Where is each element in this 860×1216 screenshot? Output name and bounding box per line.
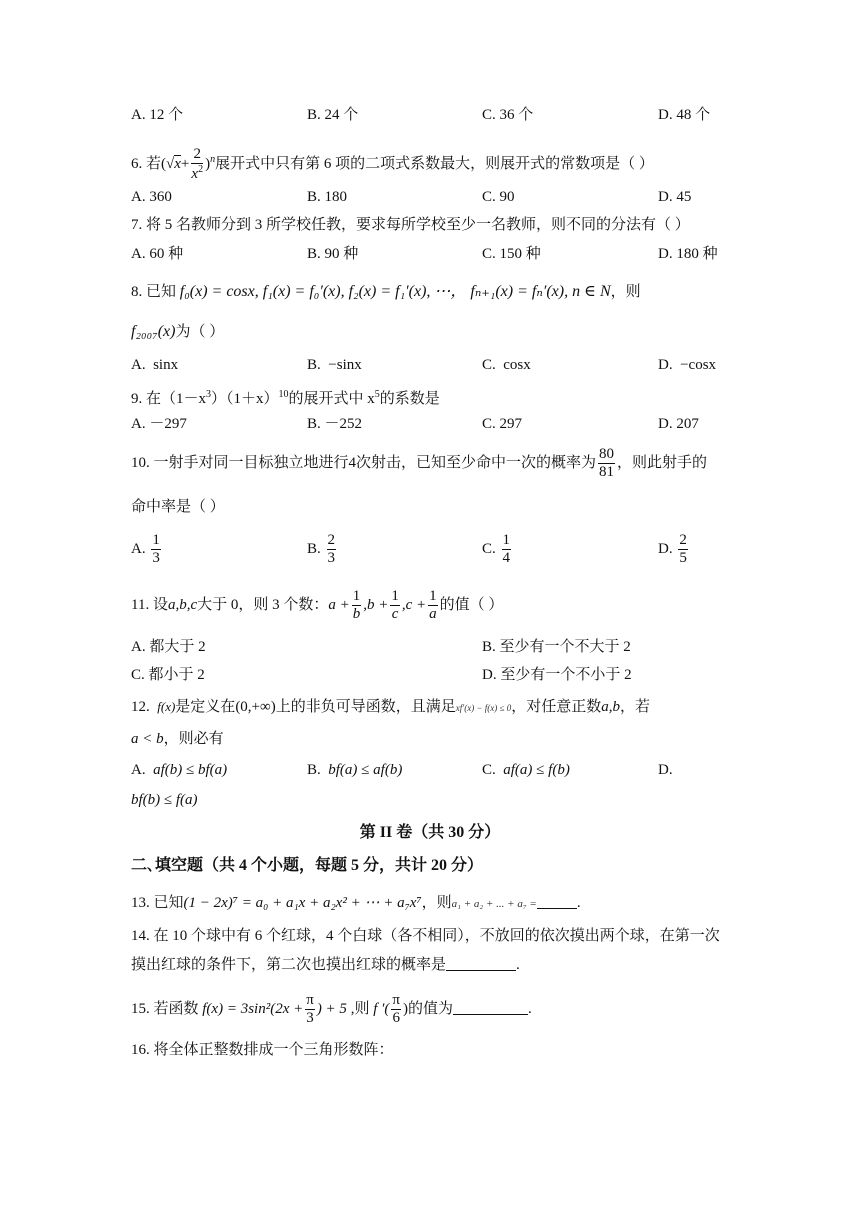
q9-option-d: D. 207 xyxy=(658,416,699,432)
q8-option-d: D. −cosx xyxy=(658,357,717,373)
q14-question-line1: 14. 在 10 个球中有 6 个红球，4 个白球（各不相同），不放回的依次摸出两个球，在第一次 xyxy=(131,928,720,944)
q5-option-a: A. 12 个 xyxy=(131,107,184,123)
q11-option-b: B. 至少有一个不大于 2 xyxy=(482,639,631,655)
q8-question-line1: 8. 已知 f₀(x) = cosx, f₁(x) = f₀′(x), f₂(x) = f₁′(x), ⋯， fₙ₊₁(x) = fₙ′(x), n ∈ N，则 xyxy=(131,283,641,300)
q12-option-a: A. af(b) ≤ bf(a) xyxy=(131,762,228,778)
q6-option-b: B. 180 xyxy=(307,189,348,205)
q5-option-b: B. 24 个 xyxy=(307,107,359,123)
q10-question-line1: 10. 一射手对同一目标独立地进行4次射击，已知至少命中一次的概率为 $\frac{80}{81}$ ，则此射手的 xyxy=(131,446,708,481)
q10-question-line2: 命中率是（ ） xyxy=(131,499,225,515)
q15-question: 15. 若函数 f(x) = 3sin²(2x + $\frac{\pi}{3}$ ) + 5 ,则 f ′( $\frac{\pi}{6}$ )的值为 . xyxy=(131,992,532,1027)
q6-fraction: $\frac{2}{x^2}$ xyxy=(191,146,204,183)
q10-option-b: B. $\frac{2}{3}$ xyxy=(307,532,336,567)
q9-question: 9. 在$(1-x^3)(1+x)^{10}$的展开式中 $x^5$的系数是 xyxy=(131,389,440,407)
q10-option-d: D. $\frac{2}{5}$ xyxy=(658,532,687,567)
q8-option-b: B. −sinx xyxy=(307,357,362,373)
q7-question: 7. 将 5 名教师分到 3 所学校任教，要求每所学校至少一名教师，则不同的分法有（ ） xyxy=(131,217,690,233)
q12-option-c: C. af(a) ≤ f(b) xyxy=(482,762,570,778)
q12-question-line2: a < b，则必有 xyxy=(131,731,224,747)
q10-option-a: A. $\frac{1}{3}$ xyxy=(131,532,160,567)
q12-option-d: bf(b) ≤ f(a) xyxy=(131,792,198,808)
q6-text: 展开式中只有第 6 项的二项式系数最大，则展开式的常数项是（ ） xyxy=(215,156,654,172)
q14-answer-blank xyxy=(446,956,516,971)
q8-option-c: C. cosx xyxy=(482,357,531,373)
q14-question-line2: 摸出红球的条件下，第二次也摸出红球的概率是 . xyxy=(131,957,520,973)
q11-question: 11. 设a,b,c大于 0，则 3 个数：a + $\frac{1}{b}$ ,b + $\frac{1}{c}$ ,c + $\frac{1}{a}$ 的值（ ） xyxy=(131,588,504,623)
q7-option-a: A. 60 种 xyxy=(131,246,184,262)
q9-option-c: C. 297 xyxy=(482,416,523,432)
q12-option-b: B. bf(a) ≤ af(b) xyxy=(307,762,403,778)
q12-option-d-label: D. xyxy=(658,762,673,778)
q7-option-c: C. 150 种 xyxy=(482,246,541,262)
q11-option-a: A. 都大于 2 xyxy=(131,639,206,655)
q6-option-c: C. 90 xyxy=(482,189,515,205)
q6-question: 6. 若(√x+ $\frac{2}{x^2}$ )$^n$展开式中只有第 6 项的二项式系数最大，则展开式的常数项是（ ） xyxy=(131,146,654,183)
q8-formula: f₀(x) = cosx, f₁(x) = f₀′(x), f₂(x) = f₁′(x), ⋯， fₙ₊₁(x) = fₙ′(x), n ∈ N xyxy=(179,283,611,300)
q12-question-line1: 12. f(x)是定义在(0,+∞)上的非负可导函数，且满足xf′(x) − f(x) ≤ 0，对任意正数a,b，若 xyxy=(131,699,650,715)
section-heading: 二､填空题（共 4 个小题，每题 5 分，共计 20 分） xyxy=(131,857,484,874)
q7-option-d: D. 180 种 xyxy=(658,246,718,262)
q6-number: 6. 若 xyxy=(131,156,162,172)
q6-option-d: D. 45 xyxy=(658,189,692,205)
q5-option-c: C. 36 个 xyxy=(482,107,534,123)
q7-option-b: B. 90 种 xyxy=(307,246,359,262)
q10-option-c: C. $\frac{1}{4}$ xyxy=(482,532,511,567)
q16-question: 16. 将全体正整数排成一个三角形数阵： xyxy=(131,1042,394,1058)
q6-option-a: A. 360 xyxy=(131,189,172,205)
q13-answer-blank xyxy=(537,894,577,909)
q15-answer-blank xyxy=(453,1000,528,1015)
q8-question-line2: f₂₀₀₇(x)为（ ） xyxy=(131,323,225,340)
q11-option-d: D. 至少有一个不小于 2 xyxy=(482,667,632,683)
q13-formula: (1 − 2x)⁷ = a₀ + a₁x + a₂x² + ⋯ + a₇x⁷ xyxy=(183,895,422,911)
section-title: 第 II 卷（共 30 分） xyxy=(359,824,501,841)
q11-option-c: C. 都小于 2 xyxy=(131,667,205,683)
q10-probability-fraction: $\frac{80}{81}$ xyxy=(599,446,615,481)
sqrt-symbol: √ xyxy=(166,156,175,172)
q13-question: 13. 已知(1 − 2x)⁷ = a₀ + a₁x + a₂x² + ⋯ + a₇x⁷，则a₁ + a₂ + ... + a₇ = . xyxy=(131,895,581,911)
q5-option-d: D. 48 个 xyxy=(658,107,711,123)
q8-option-a: A. sinx xyxy=(131,357,179,373)
q9-option-a: A. －297 xyxy=(131,416,187,432)
q9-option-b: B. －252 xyxy=(307,416,363,432)
q12-condition: xf′(x) − f(x) ≤ 0 xyxy=(455,703,512,713)
